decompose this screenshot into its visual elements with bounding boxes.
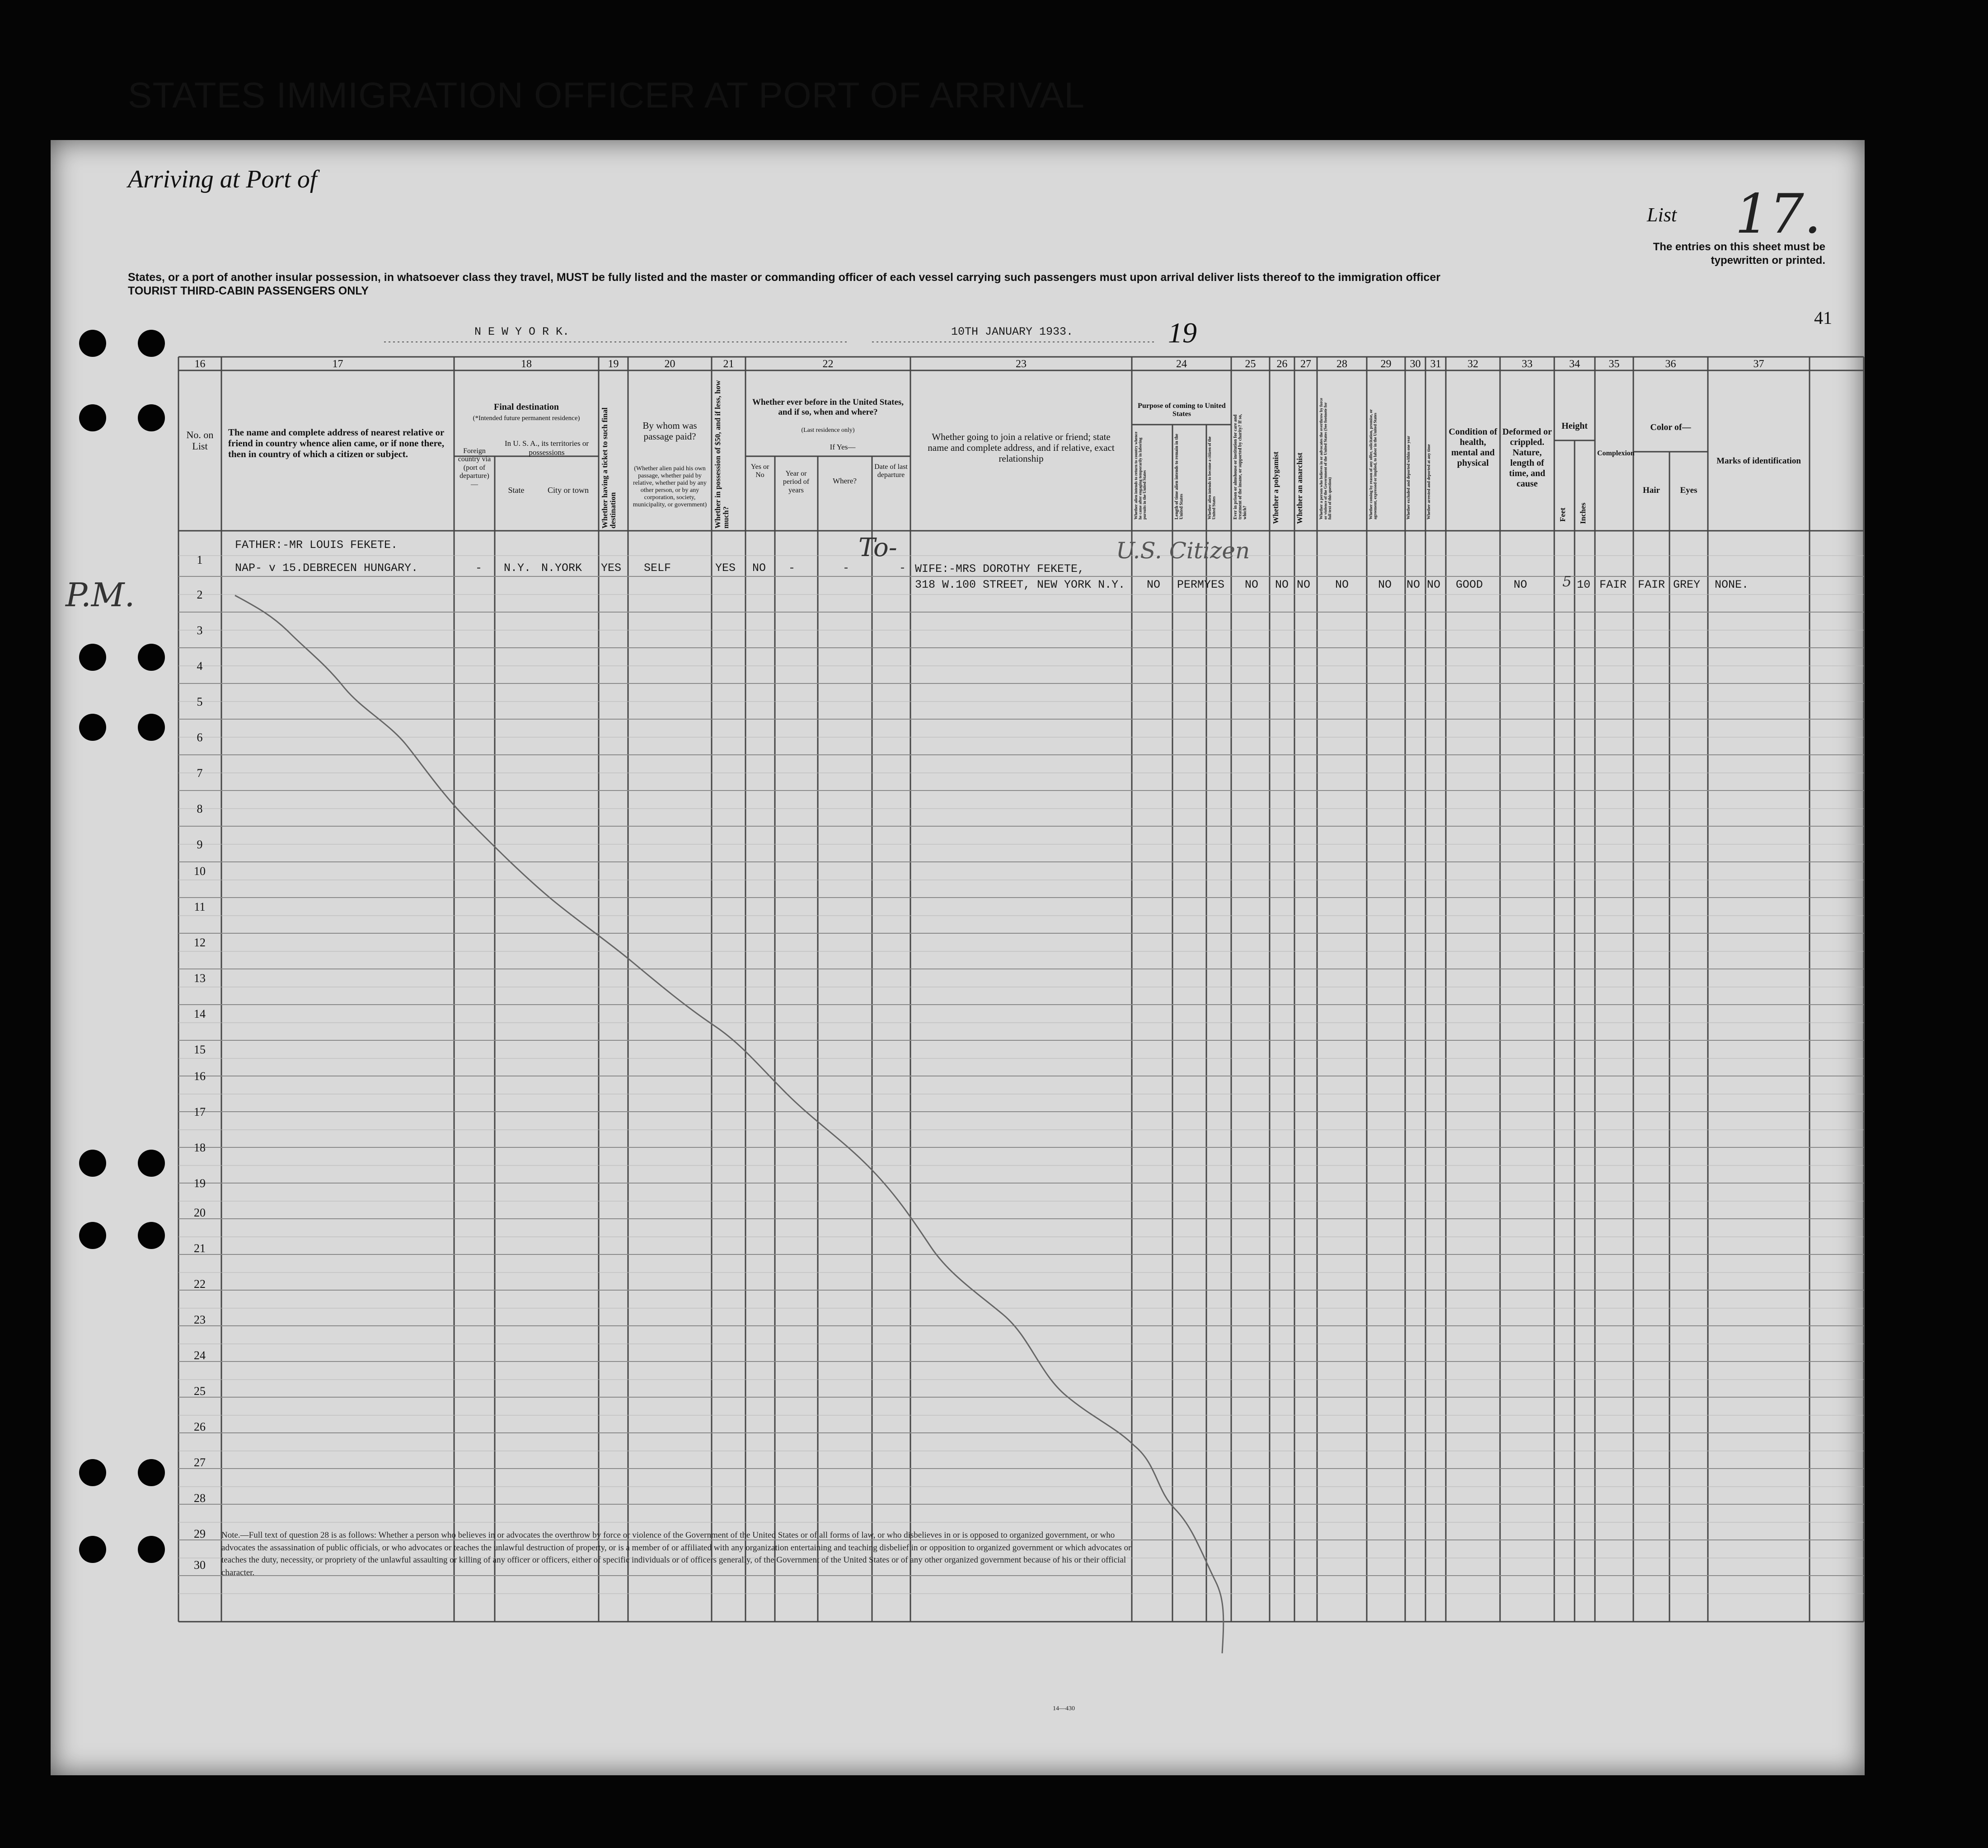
- row-number: 25: [194, 1385, 206, 1398]
- entry-state: N.Y.: [504, 561, 531, 575]
- column-number: 16: [194, 358, 206, 370]
- header-complexion: Complexion: [1597, 449, 1635, 457]
- column-number: 21: [723, 358, 734, 370]
- row-number: 13: [194, 972, 206, 985]
- column-number: 29: [1380, 358, 1392, 370]
- header-where: Where?: [833, 477, 857, 485]
- class-line: TOURIST THIRD-CABIN PASSENGERS ONLY: [128, 285, 369, 297]
- entry-paid-by: SELF: [644, 561, 671, 575]
- entry-deformed: NO: [1514, 578, 1528, 591]
- header-no-on-list: No. on List: [186, 429, 214, 452]
- entry-eyes: GREY: [1673, 578, 1701, 591]
- header-hair: Hair: [1643, 486, 1660, 495]
- header-foreign-country: Foreign country via (port of departure)—: [458, 447, 491, 488]
- entry-length: PERM: [1177, 578, 1205, 591]
- header-yes-no: Yes or No: [750, 463, 769, 479]
- header-city: City or town: [547, 486, 589, 495]
- header-polygamist: Whether a polygamist: [1271, 451, 1280, 524]
- row-number: 9: [197, 838, 203, 851]
- column-number: 30: [1410, 358, 1421, 370]
- row-number: 20: [194, 1206, 206, 1219]
- row-number: 2: [197, 588, 203, 601]
- row-number: 1: [197, 553, 203, 566]
- header-by-whom: By whom was passage paid?: [642, 420, 697, 442]
- entry-foreign-country: -: [475, 561, 483, 575]
- entry-hair: FAIR: [1638, 578, 1665, 591]
- entry-fifty: YES: [715, 561, 736, 575]
- header-q31: Whether arrested and deported at any time: [1426, 444, 1431, 519]
- row-number: 21: [194, 1242, 206, 1255]
- page-number: 41: [1814, 308, 1832, 328]
- column-number: 18: [521, 358, 532, 370]
- row-number: 7: [197, 767, 203, 780]
- row-number: 17: [194, 1105, 206, 1118]
- column-number: 26: [1276, 358, 1288, 370]
- entries-note: The entries on this sheet must be typewritten or printed.: [1653, 241, 1825, 267]
- entry-health: GOOD: [1456, 578, 1483, 591]
- header-state: State: [508, 486, 525, 495]
- header-in-usa: In U. S. A., its territories or possessions: [504, 439, 589, 457]
- row-number: 10: [194, 865, 206, 878]
- header-marks: Marks of identification: [1716, 456, 1801, 466]
- row-number: 24: [194, 1349, 206, 1362]
- footnote: Note.—Full text of question 28 is as follows: Whether a person who believes in or advocates the overthrow by force or violence of the Government of the United States or of all forms of law, or who disbelieves in or is opposed to organized government, or who advocates the assassination of public officials, or who advocates or teaches the unlawful destruction of property, or is a member of or affiliated with any organization entertaining and teaching disbelief in or opposition to organized government or which advocates or teaches the duty, necessity, or propriety of the unlawful assaulting or killing of any officer or officers, either of specific individuals or of officers generally, of the Government of the United States or of any other organized government because of his or their official character.: [221, 1530, 1131, 1577]
- row-number: 3: [197, 624, 203, 637]
- port-name: N E W Y O R K.: [474, 325, 570, 338]
- column-number: 20: [664, 358, 675, 370]
- form-subtitle: States, or a port of another insular possession, in whatsoever class they travel, MUST be fully listed and the master or commanding officer of each vessel carrying such passengers must upon arrival deliver lists thereof to the immigration officer: [128, 271, 1440, 284]
- row-number: 18: [194, 1141, 206, 1154]
- header-fifty: Whether in possession of $50, and if less, how much?: [713, 380, 730, 529]
- cancel-line: [235, 595, 1224, 1653]
- entry-relative-line1: FATHER:-MR LOUIS FEKETE.: [235, 538, 398, 552]
- column-number: 35: [1608, 358, 1620, 370]
- column-number: 24: [1176, 358, 1187, 370]
- form-title: STATES IMMIGRATION OFFICER AT PORT OF ARRIVAL: [128, 75, 1085, 115]
- header-purpose-return: Whether alien intends to return to country whence he came after engaging temporarily in laboring pursuits in the United States: [1134, 431, 1147, 519]
- column-number: 37: [1753, 358, 1764, 370]
- entry-marks: NONE.: [1715, 578, 1749, 591]
- header-ticket: Whether having a ticket to such final destination: [600, 407, 617, 529]
- entry-anarchist: NO: [1297, 578, 1311, 591]
- column-number: 27: [1300, 358, 1311, 370]
- header-if-yes: If Yes—: [830, 443, 856, 451]
- entry-complexion: FAIR: [1599, 578, 1627, 591]
- row-number: 27: [194, 1456, 206, 1469]
- entry-q29: NO: [1378, 578, 1392, 591]
- entry-city: N.YORK: [541, 561, 582, 575]
- header-q29: Whether coming by reason of any offer, solicitation, promise, or agreement, expressed or implied, to labor in the United States: [1369, 409, 1378, 519]
- row-number: 11: [194, 900, 206, 913]
- row-number: 15: [194, 1043, 206, 1056]
- entry-q30: NO: [1407, 578, 1421, 591]
- header-health: Condition of health, mental and physical: [1449, 427, 1497, 468]
- entry-year: -: [788, 561, 796, 575]
- header-q28: Whether a person who believes in or advocates the overthrow by force or violence of the Government of the United States (See footnote for full text of this question): [1319, 398, 1332, 519]
- header-final-destination-note: (*Intended future permanent residence): [473, 415, 580, 422]
- header-eyes: Eyes: [1680, 486, 1697, 495]
- header-purpose: Purpose of coming to United States: [1138, 402, 1226, 418]
- header-final-destination: Final destination: [494, 402, 559, 412]
- row-number: 28: [194, 1492, 206, 1505]
- column-number: 36: [1665, 358, 1676, 370]
- header-q30: Whether excluded and deported within one year: [1406, 435, 1411, 519]
- arrival-date: 10TH JANUARY 1933.: [951, 325, 1074, 338]
- row-number: 23: [194, 1313, 206, 1326]
- header-purpose-citizen: Whether alien intends to become a citizen of the United States: [1207, 436, 1216, 519]
- list-label: List: [1647, 204, 1677, 226]
- entry-prison: NO: [1245, 578, 1259, 591]
- form-code: 14—430: [1053, 1705, 1075, 1712]
- entry-inches: 10: [1577, 578, 1591, 591]
- entry-q31: NO: [1427, 578, 1441, 591]
- header-join-relative: Whether going to join a relative or friend; state name and complete address, and if relative, exact relationship: [928, 431, 1115, 464]
- column-number: 25: [1245, 358, 1256, 370]
- row-number: 5: [197, 695, 203, 708]
- year-prefix: 19: [1168, 317, 1197, 349]
- header-deformed: Deformed or crippled. Nature, length of time, and cause: [1502, 427, 1552, 489]
- column-number: 34: [1569, 358, 1580, 370]
- arriving-label: Arriving at Port of: [128, 165, 317, 193]
- handwritten-citizen: U.S. Citizen: [1116, 538, 1250, 564]
- column-number: 28: [1336, 358, 1347, 370]
- entry-relative-line2: NAP- v 15.DEBRECEN HUNGARY.: [235, 561, 418, 575]
- column-number: 23: [1016, 358, 1027, 370]
- entry-join-line1: WIFE:-MRS DOROTHY FEKETE,: [915, 562, 1085, 575]
- entry-date-departure: -: [899, 561, 906, 575]
- entry-q28: NO: [1335, 578, 1349, 591]
- header-color-of: Color of—: [1650, 422, 1691, 432]
- row-number: 12: [194, 936, 206, 949]
- header-purpose-length: Length of time alien intends to remain in the United States: [1174, 434, 1184, 519]
- row-number: 4: [197, 660, 203, 673]
- header-ever-before-note: (Last residence only): [801, 427, 855, 434]
- entry-ever-before: NO: [752, 561, 766, 575]
- row-number: 26: [194, 1420, 206, 1433]
- list-number: 17.: [1735, 183, 1821, 246]
- header-feet: Feet: [1558, 507, 1567, 522]
- column-number: 17: [332, 358, 343, 370]
- header-anarchist: Whether an anarchist: [1295, 452, 1304, 524]
- header-prison: Ever in prison or almshouse or institution for care and treatment of the insane, or supported by charity? If so, which?: [1233, 414, 1247, 519]
- entry-polygamist: NO: [1275, 578, 1289, 591]
- row-number: 8: [197, 802, 203, 815]
- row-number: 30: [194, 1558, 206, 1572]
- row-number: 6: [197, 731, 203, 744]
- column-number: 22: [822, 358, 834, 370]
- handwritten-margin: P.M.: [66, 576, 135, 614]
- row-number: 19: [194, 1177, 206, 1190]
- entry-where: -: [843, 561, 850, 575]
- column-number: 31: [1430, 358, 1441, 370]
- entry-return: NO: [1147, 578, 1161, 591]
- header-date-departure: Date of last departure: [874, 463, 908, 479]
- row-number: 22: [194, 1277, 206, 1291]
- header-year-period: Year or period of years: [783, 470, 810, 494]
- header-by-whom-note: (Whether alien paid his own passage, whether paid by relative, whether paid by any other person, or by any corporation, society, municipality, or government): [633, 465, 707, 509]
- header-ever-before: Whether ever before in the United States, and if so, when and where?: [752, 398, 904, 417]
- entry-citizen: YES: [1204, 578, 1225, 591]
- row-number: 29: [194, 1527, 206, 1540]
- header-height: Height: [1561, 421, 1588, 431]
- column-number: 32: [1468, 358, 1478, 370]
- entry-feet: 5: [1562, 573, 1572, 590]
- header-inches: Inches: [1579, 502, 1587, 524]
- entry-join-line2: 318 W.100 STREET, NEW YORK N.Y.: [915, 578, 1125, 591]
- handwritten-to: To-: [858, 533, 897, 562]
- entry-ticket: YES: [601, 561, 622, 575]
- row-number: 16: [194, 1070, 206, 1083]
- header-nearest-relative: The name and complete address of nearest relative or friend in country whence alien came, or if none there, then in country of which a citizen or subject.: [228, 427, 445, 460]
- column-number: 33: [1522, 358, 1533, 370]
- row-number: 14: [194, 1007, 206, 1020]
- column-number: 19: [608, 358, 619, 370]
